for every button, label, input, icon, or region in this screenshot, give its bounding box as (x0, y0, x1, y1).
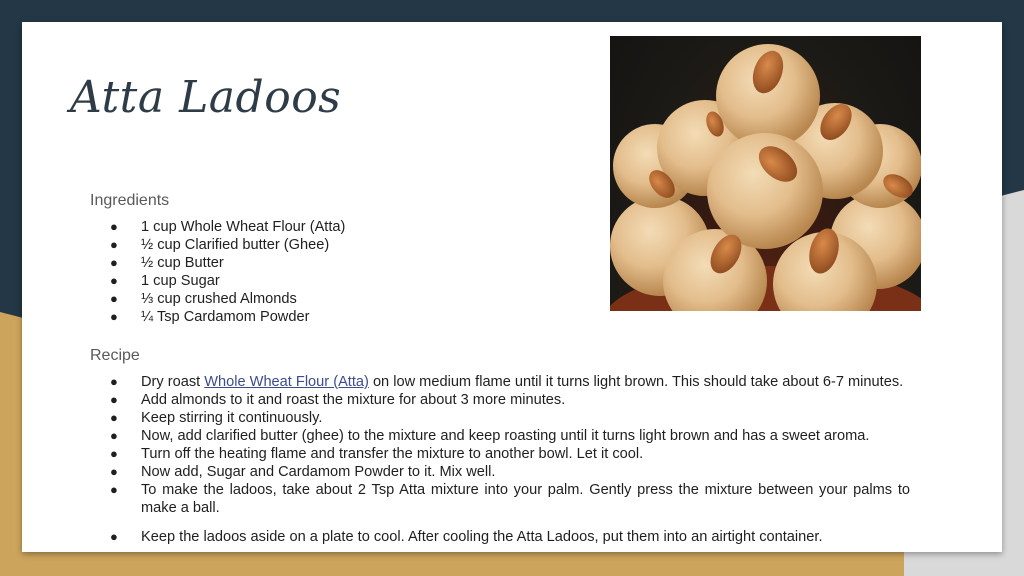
bullet-icon: ● (110, 464, 118, 479)
step-text: on low medium flame until it turns light brown. This should take about 6-7 minutes. (368, 374, 904, 390)
bullet-icon: ● (110, 273, 118, 288)
recipe-list (90, 373, 910, 517)
bullet-icon: ● (110, 309, 118, 324)
ingredients-list (90, 218, 345, 326)
list-item (90, 218, 345, 236)
list-item (90, 290, 345, 308)
list-item (90, 391, 910, 409)
bullet-icon: ● (110, 374, 118, 389)
list-item (90, 254, 345, 272)
bullet-icon: ● (110, 482, 118, 497)
list-item (90, 373, 910, 391)
list-item (90, 236, 345, 254)
ingredient-text: ¼ Tsp Cardamom Powder (141, 309, 310, 325)
step-text: Now add, Sugar and Cardamom Powder to it. Mix well. (141, 464, 496, 480)
ladoo-photo-icon (610, 36, 921, 311)
ladoo-photo (610, 36, 921, 311)
bullet-icon: ● (110, 428, 118, 443)
ingredient-text: 1 cup Sugar (141, 273, 220, 289)
step-text: Now, add clarified butter (ghee) to the mixture and keep roasting until it turns light brown and has a sweet aroma. (141, 428, 870, 444)
step-text: Dry roast (141, 374, 205, 390)
step-text: To make the ladoos, take about 2 Tsp Atta mixture into your palm. Gently press the mixture between your palms to make a ball. (141, 482, 910, 516)
bullet-icon: ● (110, 446, 118, 461)
step-text: Turn off the heating flame and transfer the mixture to another bowl. Let it cool. (141, 446, 644, 462)
list-item (90, 409, 910, 427)
list-item (90, 308, 345, 326)
ingredient-text: ⅓ cup crushed Almonds (141, 291, 297, 307)
bullet-icon: ● (110, 392, 118, 407)
slide (22, 22, 1002, 552)
recipe-overflow-item (90, 528, 910, 546)
bullet-icon: ● (110, 255, 118, 270)
ingredient-text: 1 cup Whole Wheat Flour (Atta) (141, 219, 346, 235)
bullet-icon: ● (110, 237, 118, 252)
list-item (90, 427, 910, 445)
step-text: Keep stirring it continuously. (141, 410, 323, 426)
bullet-icon: ● (110, 291, 118, 306)
ingredient-text: ½ cup Clarified butter (Ghee) (141, 237, 330, 253)
list-item (90, 272, 345, 290)
list-item (90, 481, 910, 517)
step-text: Keep the ladoos aside on a plate to cool. After cooling the Atta Ladoos, put them into an airtight container. (141, 529, 823, 545)
step-text: Add almonds to it and roast the mixture for about 3 more minutes. (141, 392, 566, 408)
list-item (90, 463, 910, 481)
bullet-icon: ● (110, 219, 118, 234)
ingredients-heading: Ingredients (90, 192, 170, 209)
bullet-icon: ● (110, 529, 118, 544)
recipe-heading: Recipe (90, 347, 140, 364)
ingredient-text: ½ cup Butter (141, 255, 224, 271)
whole-wheat-flour-link[interactable]: Whole Wheat Flour (Atta) (204, 374, 369, 390)
bullet-icon: ● (110, 410, 118, 425)
page-title: Atta Ladoos (70, 72, 342, 123)
list-item (90, 445, 910, 463)
